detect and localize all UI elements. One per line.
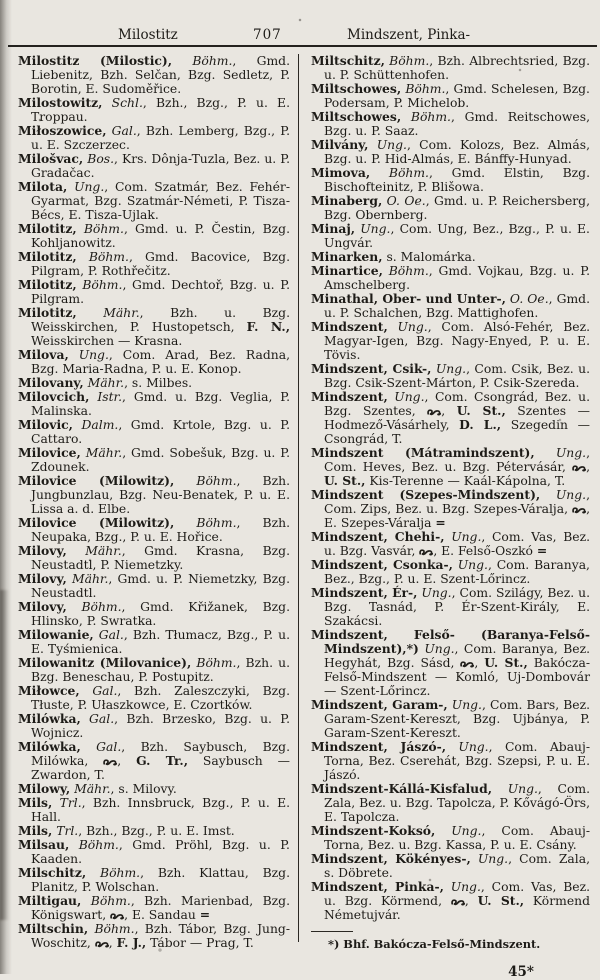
entry-headword: Milova,: [18, 347, 69, 362]
entry-headword: Mindszent, Jászó-,: [311, 739, 446, 754]
entry-headword: Milovany,: [18, 375, 84, 390]
region-abbreviation: Böhm.: [66, 600, 122, 614]
entry-text: , Gmd. Sobešuk, Bzg. u. P. Zdounek.: [31, 446, 291, 474]
footnote-rule: [311, 931, 353, 932]
entry-headword: Mindszent, Garam-,: [311, 697, 448, 712]
entry-headword: Milota,: [18, 179, 68, 194]
page-number: 707: [253, 27, 282, 43]
header-left-guide-word: Milostitz: [118, 27, 178, 43]
entry-headword: Milówka,: [18, 711, 81, 726]
entry-headword: Mindszent,: [311, 319, 388, 334]
entry-headword: Milovice (Milowitz),: [18, 473, 175, 488]
entry-text: ,: [464, 894, 478, 908]
gazetteer-entry: [18, 824, 290, 838]
entry-headword: Mindszent, Felső- (Baranya-Felső-Mindszent),*): [311, 627, 590, 656]
entry-text: Kis-Terenne — Kaál-Kápolna, T.: [365, 474, 566, 488]
entry-text: , Com. Zala, s. Döbrete.: [324, 852, 590, 880]
region-abbreviation: Böhm.: [88, 922, 135, 936]
gazetteer-entry: [311, 698, 590, 740]
ink-blotch: [0, 590, 9, 920]
entry-text: , Bzh. Albrechtsried, Bzg. u. P. Schüttenhofen.: [324, 54, 590, 82]
region-abbreviation: Ung.: [470, 852, 509, 866]
entry-text: , Bzh. Zaleszczyki, Bzg. Tłuste, P. Ułaszkowce, E. Czortków.: [31, 684, 291, 712]
gazetteer-entry: [311, 362, 590, 390]
entry-text: Körmend Németujvár.: [324, 894, 590, 922]
entry-text: , Com. Zips, Bez. u. Bzg. Szepes-Váralja,: [324, 488, 590, 516]
entry-text: , s. Milovy.: [110, 782, 177, 796]
entry-headword: Milowanitz (Milovanice),: [18, 655, 192, 670]
gazetteer-entry: [311, 586, 590, 628]
region-abbreviation: Ung.: [447, 698, 482, 712]
region-abbreviation: Ung.: [431, 362, 467, 376]
entry-headword: Milovice (Milowitz),: [18, 515, 175, 530]
gazetteer-entry: [311, 264, 590, 292]
gazetteer-entry: [18, 348, 290, 376]
entry-headword: Miltschin,: [18, 921, 89, 936]
entry-headword: Milschitz,: [18, 865, 87, 880]
entry-text: , Bzh. Klattau, Bzg. Planitz, P. Wolschan.: [31, 866, 290, 894]
entry-text: , Bzh. Tłumacz, Bzg., P. u. E. Tyśmienica.: [31, 628, 290, 656]
entry-text: , Com. Szilágy, Bez. u. Bzg. Tasnád, P. Ér-Szent-Király, E. Szakácsi.: [324, 586, 591, 628]
posthorn-icon: [460, 656, 474, 670]
region-abbreviation: Ung.: [446, 740, 489, 754]
region-abbreviation: Böhm.: [76, 250, 129, 264]
entry-headword: Mindszent (Szepes-Mindszent),: [311, 487, 541, 502]
entry-headword: Miłowce,: [18, 683, 80, 698]
entry-headword: U. St.,: [456, 403, 506, 418]
region-abbreviation: Gal.: [106, 124, 137, 138]
entry-text: , Gmd. u. Bzg. Veglia, P. Malinska.: [31, 390, 290, 418]
gazetteer-entry: [18, 222, 290, 250]
printers-signature: 45*: [508, 964, 534, 980]
region-abbreviation: Ung.: [540, 488, 587, 502]
entry-headword: D. L.,: [459, 417, 502, 432]
region-abbreviation: Ung.: [355, 222, 391, 236]
entry-text: , Com. Ung, Bez., Bzg., P. u. E. Ungvár.: [324, 222, 590, 250]
region-abbreviation: Gal.: [93, 628, 124, 642]
entry-text: , Bzh. Marienbad, Bzg. Königswart,: [31, 894, 290, 922]
entry-headword: Mindszent, Pinka-,: [311, 879, 444, 894]
entry-headword: Mils,: [18, 795, 53, 810]
double-line-mark: =: [536, 543, 547, 558]
entry-text: , Bzh. Tábor, Bzg. Jung-Woschitz,: [31, 922, 290, 950]
region-abbreviation: Böhm.: [384, 54, 430, 68]
entry-headword: Mindszent-Koksó,: [311, 823, 436, 838]
entry-text: , Com. Alsó-Fehér, Bez. Magyar-Igen, Bzg. Nagy-Enyed, P. u. E. Tövis.: [324, 320, 591, 362]
region-abbreviation: Böhm.: [76, 278, 123, 292]
entry-headword: Milotitz,: [18, 221, 77, 236]
region-abbreviation: Böhm.: [370, 166, 429, 180]
entry-text: ,: [474, 656, 485, 670]
posthorn-icon: [110, 908, 124, 922]
region-abbreviation: Ung.: [418, 642, 455, 656]
gazetteer-entry: [311, 222, 590, 250]
gazetteer-entry: [18, 740, 290, 782]
gazetteer-entry: [18, 516, 290, 544]
gazetteer-entry: [18, 180, 290, 222]
gazetteer-entry: [311, 740, 590, 782]
entry-text: , Com. Kolozs, Bez. Almás, Bzg. u. P. Hid-Almás, E. Bánffy-Hunyad.: [324, 138, 590, 166]
region-abbreviation: Bos.: [83, 152, 115, 166]
entry-text: , Bzh., Bzg., P. u. E. Imst.: [78, 824, 235, 838]
entry-headword: Milovy,: [18, 571, 67, 586]
entry-text: s. Malomárka.: [382, 250, 476, 264]
entry-text: , Com. Csik, Bez. u. Bzg. Csik-Szent-Márton, P. Csik-Szereda.: [324, 362, 591, 390]
gazetteer-entry: [311, 54, 590, 82]
entry-text: , E. Sandau: [124, 908, 200, 922]
entry-text: , Com. Csongrád, Bez. u. Bzg. Szentes,: [324, 390, 590, 418]
region-abbreviation: Ung.: [67, 180, 105, 194]
left-column: [18, 54, 290, 979]
gazetteer-entry: [311, 110, 590, 138]
gazetteer-entry: [18, 418, 290, 446]
entry-headword: F. N.,: [246, 319, 290, 334]
gazetteer-entry: [311, 194, 590, 222]
entry-headword: Miltschitz,: [311, 53, 385, 68]
gazetteer-entry: [311, 530, 590, 558]
entry-text: ,: [108, 936, 117, 950]
footnote: *) Bhf. Bakócza-Felső-Mindszent.: [328, 937, 541, 951]
gazetteer-entry: [311, 82, 590, 110]
gazetteer-entry: [311, 824, 590, 852]
entry-text: , Com. Arad, Bez. Radna, Bzg. Maria-Radna, P. u. E. Konop.: [31, 348, 291, 376]
region-abbreviation: Böhm.: [174, 516, 237, 530]
region-abbreviation: Böhm.: [81, 894, 131, 908]
entry-headword: Milowy,: [18, 781, 71, 796]
region-abbreviation: Ung.: [368, 138, 407, 152]
region-abbreviation: Böhm.: [69, 838, 119, 852]
entry-text: , Bzh. Neupaka, Bzg., P. u. E. Hořice.: [31, 516, 290, 544]
region-abbreviation: Ung.: [443, 880, 481, 894]
region-abbreviation: Ung.: [387, 320, 428, 334]
entry-text: , Gmd. Krtole, Bzg. u. P. Cattaro.: [31, 418, 290, 446]
gazetteer-entry: [311, 292, 590, 320]
region-abbreviation: Ung.: [492, 782, 538, 796]
gazetteer-entry: [18, 376, 290, 390]
entry-text: , Com. Zala, Bez. u. Bzg. Tapolcza, P. Kővágó-Örs, E. Tapolcza.: [324, 782, 591, 824]
gazetteer-entry: [311, 320, 590, 362]
gazetteer-entry: [311, 250, 590, 264]
entry-text: , Gmd. Křižanek, Bzg. Hlinsko, P. Swratka.: [31, 600, 290, 628]
entry-headword: Milovy,: [18, 543, 67, 558]
gazetteer-entry: [18, 600, 290, 628]
region-abbreviation: Ung.: [417, 586, 452, 600]
entry-text: , Gmd. Elstin, Bzg. Bischofteinitz, P. Blišowa.: [324, 166, 591, 194]
entry-text: , Com. Vas, Bez. u. Bzg. Vasvár,: [324, 530, 590, 558]
entry-text: , Gmd. Krasna, Bzg. Neustadtl, P. Niemetzky.: [31, 544, 290, 572]
entry-text: , Com. Bars, Bez. Garam-Szent-Kereszt, Bzg. Ujbánya, P. Garam-Szent-Kereszt.: [324, 698, 590, 740]
entry-headword: Milowanie,: [18, 627, 94, 642]
header-rule: [8, 45, 597, 47]
gazetteer-entry: [18, 474, 290, 516]
posthorn-icon: [451, 894, 465, 908]
region-abbreviation: Böhm.: [401, 82, 446, 96]
region-abbreviation: Gal.: [80, 712, 115, 726]
entry-headword: U. St.,: [484, 655, 528, 670]
entry-text: , Com. Heves, Bez. u. Bzg. Pétervásár,: [324, 446, 591, 474]
region-abbreviation: Böhm.: [172, 54, 233, 68]
entry-headword: Miltschowes,: [311, 81, 402, 96]
entry-text: Weisskirchen — Krasna.: [31, 334, 183, 348]
entry-text: Bakócza-Felső-Mindszent — Komló, Uj-Dombovár — Szent-Lőrincz.: [324, 656, 590, 698]
entry-headword: Miltschowes,: [311, 109, 402, 124]
column-divider: [298, 54, 299, 942]
entry-headword: Miłoszowice,: [18, 123, 107, 138]
entry-text: , E. Felső-Oszkó: [433, 544, 537, 558]
header-right-guide-word: Mindszent, Pinka-: [347, 27, 471, 43]
posthorn-icon: [419, 544, 433, 558]
entry-headword: Milovice,: [18, 445, 81, 460]
entry-headword: Milotitz,: [18, 277, 77, 292]
gazetteer-entry: [18, 446, 290, 474]
entry-headword: Mindszent, Ér-,: [311, 585, 418, 600]
gazetteer-entry: [311, 138, 590, 166]
region-abbreviation: Böhm.: [191, 656, 237, 670]
entry-text: Szegedin — Csongrád, T.: [324, 418, 590, 446]
gazetteer-entry: [18, 250, 290, 278]
region-abbreviation: Mähr.: [80, 446, 123, 460]
entry-headword: U. St.,: [477, 893, 525, 908]
right-column-entries: [311, 54, 590, 922]
entry-text: Szentes — Hodmező-Vásárhely,: [324, 404, 590, 432]
entry-text: , E. Szepes-Váralja: [324, 502, 590, 530]
entry-text: , Bzh. Lemberg, Bzg., P. u. E. Szczerzec.: [31, 124, 291, 152]
entry-headword: Minaberg,: [311, 193, 383, 208]
region-abbreviation: Mähr.: [70, 782, 111, 796]
region-abbreviation: Gal.: [79, 684, 118, 698]
entry-headword: Milostowitz,: [18, 95, 103, 110]
entry-text: , Bzh. Brzesko, Bzg. u. P. Wojnicz.: [31, 712, 290, 740]
entry-text: , Gmd. Liebenitz, Bzh. Selčan, Bzg. Sedletz, P. Borotin, E. Sudoměřice.: [31, 54, 290, 96]
entry-text: , Gmd. Dechtoř, Bzg. u. P. Pilgram.: [31, 278, 290, 306]
region-abbreviation: Ung.: [452, 558, 488, 572]
entry-text: , Gmd. Bacovice, Bzg. Pilgram, P. Rothřečitz.: [31, 250, 290, 278]
gazetteer-entry: [18, 894, 290, 922]
posthorn-icon: [95, 936, 109, 950]
entry-text: , Krs. Dônja-Tuzla, Bez. u. P. Gradačac.: [31, 152, 290, 180]
gazetteer-entry: [18, 712, 290, 740]
gazetteer-entry: [18, 782, 290, 796]
gazetteer-entry: [311, 558, 590, 586]
entry-text: , Com. Baranya, Bez. Hegyhát, Bzg. Sásd,: [324, 642, 591, 670]
double-line-mark: =: [435, 515, 445, 530]
posthorn-icon: [103, 754, 117, 768]
posthorn-icon: [427, 404, 441, 418]
gazetteer-entry: [18, 96, 290, 124]
entry-headword: Mindszent, Csik-,: [311, 361, 432, 376]
entry-headword: Mils,: [18, 823, 53, 838]
region-abbreviation: Böhm.: [86, 866, 141, 880]
entry-text: Saybusch — Zwardon, T.: [31, 754, 291, 782]
entry-headword: Mindszent (Mátramindszent),: [311, 445, 535, 460]
entry-headword: Milovic,: [18, 417, 73, 432]
gazetteer-entry: [18, 684, 290, 712]
gazetteer-entry: [311, 446, 590, 488]
posthorn-icon: [572, 460, 586, 474]
gazetteer-entry: [311, 628, 590, 698]
gazetteer-entry: [18, 866, 290, 894]
entry-text: , Gmd. u. P. Schalchen, Bzg. Mattighofen.: [324, 292, 590, 320]
gazetteer-entry: [311, 782, 590, 824]
gazetteer-entry: [18, 54, 290, 96]
gazetteer-entry: [18, 796, 290, 824]
entry-headword: Milsau,: [18, 837, 70, 852]
entry-text: , Com. Baranya, Bez., Bzg., P. u. E. Szent-Lőrincz.: [324, 558, 590, 586]
entry-headword: U. St.,: [324, 473, 366, 488]
entry-text: , Com. Szatmár, Bez. Fehér-Gyarmat, Bzg. Szatmár-Németi, P. Tisza-Bécs, E. Tisza-Ujlak.: [31, 180, 290, 222]
gazetteer-entry: [18, 656, 290, 684]
entry-headword: Mindszent-Kállá-Kisfalud,: [311, 781, 493, 796]
entry-text: , s. Milbes.: [124, 376, 193, 390]
entry-text: , Bzh. u. Bzg. Beneschau, P. Postupitz.: [31, 656, 291, 684]
entry-headword: Milvány,: [311, 137, 369, 152]
running-head: [0, 27, 600, 44]
entry-headword: Minaj,: [311, 221, 356, 236]
gazetteer-entry: [18, 152, 290, 180]
region-abbreviation: Trl.: [52, 796, 82, 810]
entry-headword: G. Tr.,: [136, 753, 188, 768]
entry-text: , Com. Abauj-Torna, Bez. u. Bzg. Kassa, P. u. E. Csány.: [324, 824, 590, 852]
entry-text: , Bzh., Bzg., P. u. E. Troppau.: [31, 96, 290, 124]
entry-headword: Minartice,: [311, 263, 383, 278]
entry-text: , Gmd. Schelesen, Bzg. Podersam, P. Michelob.: [324, 82, 590, 110]
entry-headword: Milovy,: [18, 599, 67, 614]
entry-text: , Gmd. Pröhl, Bzg. u. P. Kaaden.: [31, 838, 290, 866]
region-abbreviation: Ung.: [435, 824, 482, 838]
region-abbreviation: Mähr.: [83, 376, 125, 390]
region-abbreviation: Böhm.: [382, 264, 429, 278]
posthorn-icon: [572, 502, 586, 516]
gazetteer-entry: [311, 880, 590, 922]
entry-text: ,: [117, 754, 137, 768]
gazetteer-entry: [311, 488, 590, 530]
region-abbreviation: Istr.: [89, 390, 122, 404]
region-abbreviation: Böhm.: [76, 222, 124, 236]
gazetteer-entry: [18, 278, 290, 306]
region-abbreviation: Schl.: [102, 96, 143, 110]
region-abbreviation: Böhm.: [401, 110, 451, 124]
entry-text: Tábor — Prag, T.: [146, 936, 254, 950]
entry-text: , Bzh. Innsbruck, Bzg., P. u. E. Hall.: [31, 796, 291, 824]
entry-headword: Milotitz,: [18, 249, 77, 264]
entry-headword: Mimova,: [311, 165, 371, 180]
entry-headword: Milovcich,: [18, 389, 90, 404]
entry-text: , Com. Abauj-Torna, Bez. Cserehát, Bzg. Szepsi, P. u. E. Jászó.: [324, 740, 591, 782]
region-abbreviation: Trl.: [52, 824, 79, 838]
entry-headword: Mindszent,: [311, 389, 388, 404]
region-abbreviation: Mähr.: [66, 572, 109, 586]
entry-text: , Gmd. Reitschowes, Bzg. u. P. Saaz.: [324, 110, 590, 138]
entry-text: , Com. Vas, Bez. u. Bzg. Körmend,: [324, 880, 591, 908]
region-abbreviation: Gal.: [80, 740, 122, 754]
entry-text: , Gmd. u. P. Čestin, Bzg. Kohljanowitz.: [31, 222, 290, 250]
entry-text: , Bzh. u. Bzg. Weisskirchen, P. Hustopetsch,: [31, 306, 290, 334]
gazetteer-entry: [311, 852, 590, 880]
gazetteer-entry: [18, 306, 290, 348]
region-abbreviation: Mähr.: [66, 544, 122, 558]
gazetteer-entry: [18, 544, 290, 572]
gazetteer-entry: [18, 838, 290, 866]
entry-text: ,: [441, 404, 457, 418]
entry-text: , Gmd. u. P. Reichersberg, Bzg. Obernberg.: [324, 194, 590, 222]
entry-text: , Gmd. u. P. Niemetzky, Bzg. Neustadtl.: [31, 572, 290, 600]
region-abbreviation: Mähr.: [76, 306, 140, 320]
gazetteer-entry: [311, 166, 590, 194]
gazetteer-entry: [18, 124, 290, 152]
region-abbreviation: Ung.: [68, 348, 109, 362]
entry-headword: Mindszent, Csonka-,: [311, 557, 453, 572]
entry-headword: Minarken,: [311, 249, 383, 264]
region-abbreviation: Böhm.: [174, 474, 237, 488]
entry-headword: Milówka,: [18, 739, 81, 754]
entry-headword: Milostitz (Milostic),: [18, 53, 173, 68]
entry-text: , Bzh. Saybusch, Bzg. Milówka,: [31, 740, 290, 768]
region-abbreviation: O. Oe.: [505, 292, 549, 306]
gazetteer-entry: [18, 390, 290, 418]
double-line-mark: =: [199, 907, 210, 922]
entry-headword: Mindszent, Kökényes-,: [311, 851, 471, 866]
gazetteer-entry: [18, 628, 290, 656]
entry-text: ,: [586, 460, 590, 474]
region-abbreviation: Ung.: [444, 530, 482, 544]
gazetteer-entry: [311, 390, 590, 446]
entry-text: , Gmd. Vojkau, Bzg. u. P. Amschelberg.: [324, 264, 590, 292]
gazetteer-entry: [18, 572, 290, 600]
entry-headword: Minathal, Ober- und Unter-,: [311, 291, 506, 306]
entry-columns: [18, 54, 590, 979]
gazetteer-entry: [18, 922, 290, 950]
entry-headword: Mindszent, Chehi-,: [311, 529, 445, 544]
region-abbreviation: O. Oe.: [382, 194, 426, 208]
region-abbreviation: Ung.: [387, 390, 425, 404]
entry-headword: Milotitz,: [18, 305, 77, 320]
entry-headword: Miltigau,: [18, 893, 82, 908]
region-abbreviation: Dalm.: [72, 418, 119, 432]
entry-headword: F. J.,: [116, 935, 147, 950]
region-abbreviation: Ung.: [534, 446, 587, 460]
entry-text: , Bzh. Jungbunzlau, Bzg. Neu-Benatek, P. u. E. Lissa a. d. Elbe.: [31, 474, 290, 516]
entry-headword: Milošvac,: [18, 151, 84, 166]
right-column: [311, 54, 590, 979]
